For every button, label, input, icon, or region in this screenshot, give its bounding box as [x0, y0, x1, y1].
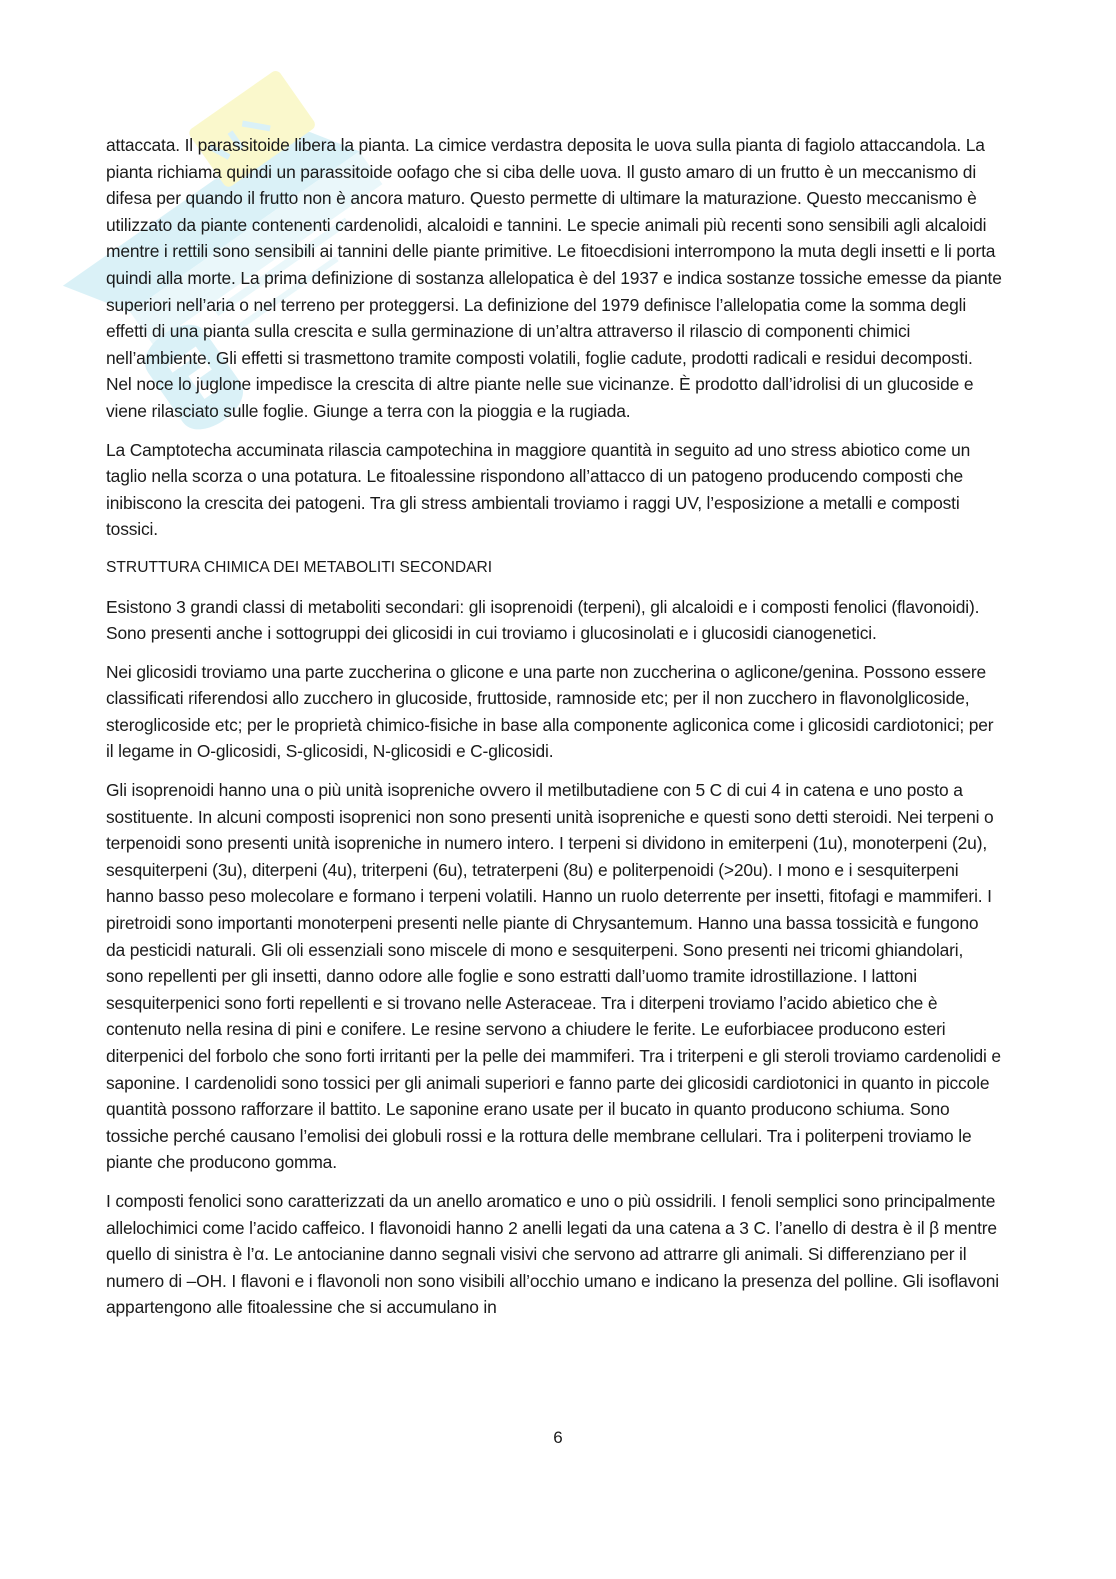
paragraph-1: attaccata. Il parassitoide libera la pianta. La cimice verdastra deposita le uova sulla pianta di fagiolo attaccandola. La pianta richiama quindi un parassitoide oofago che si ciba delle uova. Il gusto amaro di un frutto è un meccanismo di difesa per quando il frutto non è ancora maturo. Questo permette di ultimare la maturazione. Questo meccanismo è utilizzato da piante contenenti cardenolidi, alcaloidi e tannini. Le specie animali più recenti sono sensibili agli alcaloidi mentre i rettili sono sensibili ai tannini delle piante primitive. Le fitoecdisioni interrompono la muta degli insetti e li porta quindi alla morte. La prima definizione di sostanza allelopatica è del 1937 e indica sostanze tossiche emesse da piante superiori nell’aria o nel terreno per proteggersi. La definizione del 1979 definisce l’allelopatia come la somma degli effetti di una pianta sulla crescita e sulla germinazione di un’altra attraverso il rilascio di componenti chimici nell’ambiente. Gli effetti si trasmettono tramite composti volatili, foglie cadute, prodotti radicali e residui decomposti. Nel noce lo juglone impedisce la crescita di altre piante nelle sue vicinanze. È prodotto dall’idrolisi di un glucoside e viene rilasciato sulle foglie. Giunge a terra con la pioggia e la rugiada.	[106, 135, 1002, 421]
paragraph-6: I composti fenolici sono caratterizzati da un anello aromatico e uno o più ossidrili. I fenoli semplici sono principalmente allelochimici come l’acido caffeico. I flavonoidi hanno 2 anelli legati da una catena a 3 C. l’anello di destra è il β mentre quello di sinistra è l’α. Le antocianine danno segnali visivi che servono ad attrarre gli animali. Si differenziano per il numero di –OH. I flavoni e i flavonoli non sono visibili all’occhio umano e indicano la presenza del polline. Gli isoflavoni appartengono alle fitoalessine che si accumulano in	[106, 1190, 999, 1318]
section-heading: STRUTTURA CHIMICA DEI METABOLITI SECONDARI	[106, 558, 493, 576]
paragraph-5: Gli isoprenoidi hanno una o più unità isopreniche ovvero il metilbutadiene con 5 C di cui 4 in catena e uno posto a sostituente. In alcuni composti isoprenici non sono presenti unità isopreniche e questi sono detti steroidi. Nei terpeni o terpenoidi sono presenti unità isopreniche in numero intero. I terpeni si dividono in emiterpeni (1u), monoterpeni (2u), sesquiterpeni (3u), diterpeni (4u), triterpeni (6u), tetraterpeni (8u) e politerpenoidi (>20u). I mono e i sesquiterpeni hanno basso peso molecolare e formano i terpeni volatili. Hanno un ruolo deterrente per insetti, fitofagi e mammiferi. I piretroidi sono importanti monoterpeni presenti nelle piante di Chrysantemum. Hanno una bassa tossicità e fungono da pesticidi naturali. Gli oli essenziali sono miscele di mono e sesquiterpeni. Sono presenti nei tricomi ghiandolari, sono repellenti per gli insetti, danno odore alle foglie e sono estratti dall’uomo tramite idrostillazione. I lattoni sesquiterpenici sono forti repellenti e si trovano nelle Asteraceae. Tra i diterpeni troviamo l’acido abietico che è contenuto nella resina di pini e conifere. Le resine servono a chiudere le ferite. Le euforbiacee producono esteri diterpenici del forbolo che sono forti irritanti per la pelle dei mammiferi. Tra i triterpeni e gli steroli troviamo cardenolidi e saponine. I cardenolidi sono tossici per gli animali superiori e fanno parte dei glicosidi cardiotonici in quanto in piccole quantità possono rafforzare il battito. Le saponine erano usate per il bucato in quanto producono schiuma. Sono tossiche perché causano l’emolisi dei globuli rossi e la rottura delle membrane cellulari. Tra i politerpeni troviamo le piante che producono gomma.	[106, 780, 1001, 1173]
document-body	[106, 132, 1002, 1333]
page-number: 6	[553, 1428, 563, 1447]
paragraph-2: La Camptotecha accuminata rilascia campotechina in maggiore quantità in seguito ad uno stress abiotico come un taglio nella scorza o una potatura. Le fitoalessine rispondono all’attacco di un patogeno producendo composti che inibiscono la crescita dei patogeni. Tra gli stress ambientali troviamo i raggi UV, l’esposizione a metalli e composti tossici.	[106, 439, 971, 540]
paragraph-3: Esistono 3 grandi classi di metaboliti secondari: gli isoprenoidi (terpeni), gli alcaloidi e i composti fenolici (flavonoidi). Sono presenti anche i sottogruppi dei glicosidi in cui troviamo i glucosinolati e i glucosidi cianogenetici.	[106, 596, 980, 644]
paragraph-4: Nei glicosidi troviamo una parte zuccherina o glicone e una parte non zuccherina o aglicone/genina. Possono essere classificati riferendosi allo zucchero in glucoside, fruttoside, ramnoside etc; per il non zucchero in flavonolglicoside, steroglicoside etc; per le proprietà chimico-fisiche in base alla componente agliconica come i glicosidi cardiotonici; per il legame in O-glicosidi, S-glicosidi, N-glicosidi e C-glicosidi.	[106, 661, 994, 762]
